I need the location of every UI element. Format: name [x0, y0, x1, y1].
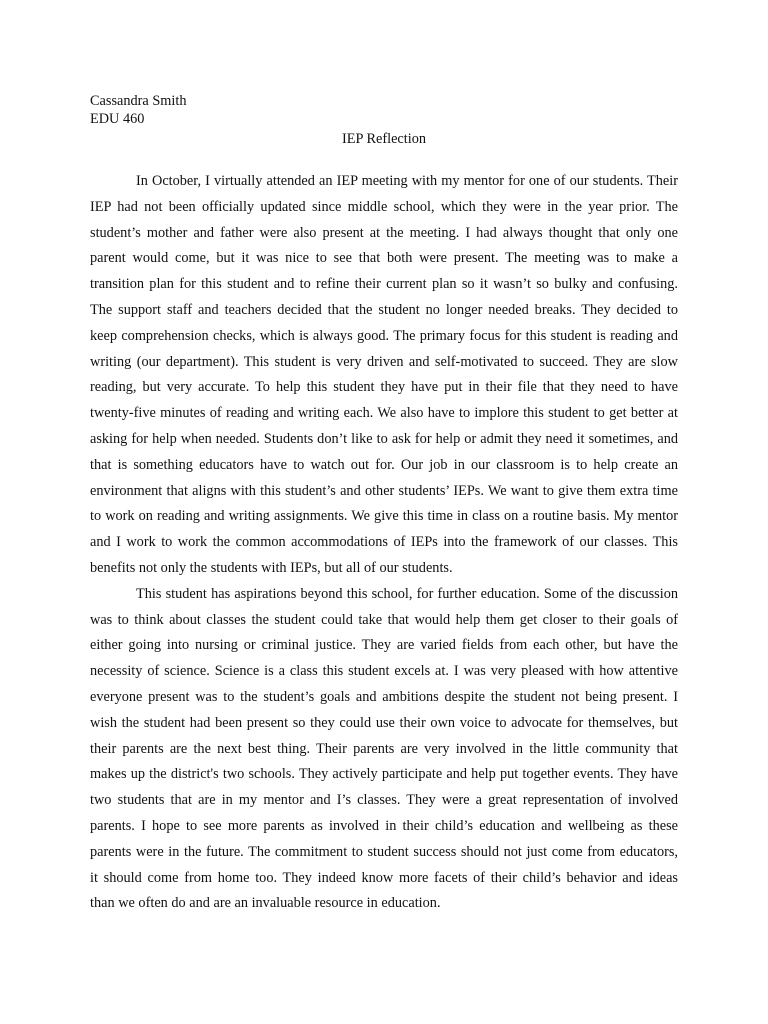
document-title: IEP Reflection	[341, 131, 427, 147]
paragraph-line: writing (our department). This student is very driven and self-motivated to succeed. They are slow	[90, 353, 678, 370]
paragraph-line: reading, but very accurate. To help this student they have put in their file that they need to have	[90, 379, 678, 396]
paragraph-line: was to think about classes the student could take that would help them get closer to their goals of	[90, 611, 678, 628]
paragraph-line: makes up the district's two schools. They actively participate and help put together events. They have	[90, 766, 678, 783]
paragraph	[90, 582, 678, 917]
document-header	[90, 92, 187, 128]
paragraph-line: it should come from home too. They indeed know more facets of their child’s behavior and ideas	[90, 869, 678, 886]
paragraph-line: two students that are in my mentor and I’s classes. They were a great representation of involved	[90, 792, 679, 809]
paragraph-line: their parents are the next best thing. Their parents are very involved in the little community that	[90, 740, 678, 757]
paragraph-line: that is something educators have to watch out for. Our job in our classroom is to help create an	[90, 456, 678, 473]
document-body	[90, 169, 678, 917]
author-name: Cassandra Smith	[90, 93, 187, 109]
paragraph-line: student’s mother and father were also present at the meeting. I had always thought that only one	[90, 224, 678, 241]
paragraph-line: to work on reading and writing assignments. We give this time in class on a routine basis. My mentor	[90, 508, 678, 525]
paragraph-line: environment that aligns with this student’s and other students’ IEPs. We want to give them extra time	[90, 482, 678, 499]
paragraph-line: parents were in the future. The commitment to student success should not just come from educators,	[90, 843, 678, 860]
paragraph-line: In October, I virtually attended an IEP meeting with my mentor for one of our students. Their	[136, 173, 678, 189]
paragraph-line: twenty-five minutes of reading and writing each. We also have to implore this student to get better at	[90, 405, 678, 422]
paragraph-line: wish the student had been present so they could use their own voice to advocate for themselves, but	[90, 714, 678, 731]
paragraph-line: The support staff and teachers decided that the student no longer needed breaks. They decided to	[90, 301, 679, 318]
paragraph-line: either going into nursing or criminal justice. They are varied fields from each other, but have the	[90, 637, 678, 654]
paragraph	[90, 169, 678, 582]
paragraph-line: necessity of science. Science is a class this student excels at. I was very pleased with how attentive	[90, 663, 678, 680]
paragraph-line: parents. I hope to see more parents as involved in their child’s education and wellbeing as these	[90, 817, 678, 834]
paragraph-line: This student has aspirations beyond this school, for further education. Some of the discussion	[136, 585, 679, 602]
course-code: EDU 460	[90, 111, 145, 127]
paragraph-line: than we often do and are an invaluable resource in education.	[90, 895, 441, 912]
paragraph-line: benefits not only the students with IEPs, but all of our students.	[90, 559, 453, 576]
paragraph-line: asking for help when needed. Students don’t like to ask for help or admit they need it sometimes, and	[90, 430, 678, 447]
paragraph-line: transition plan for this student and to refine their current plan so it wasn’t so bulky and confusing.	[90, 276, 678, 293]
paragraph-line: keep comprehension checks, which is always good. The primary focus for this student is reading and	[90, 327, 678, 344]
paragraph-line: and I work to work the common accommodations of IEPs into the framework of our classes. This	[90, 534, 678, 551]
paragraph-line: everyone present was to the student’s goals and ambitions despite the student not being present. I	[90, 688, 678, 705]
paragraph-line: parent would come, but it was nice to see that both were present. The meeting was to make a	[90, 250, 678, 267]
paragraph-line: IEP had not been officially updated since middle school, which they were in the year prior. The	[90, 198, 678, 215]
